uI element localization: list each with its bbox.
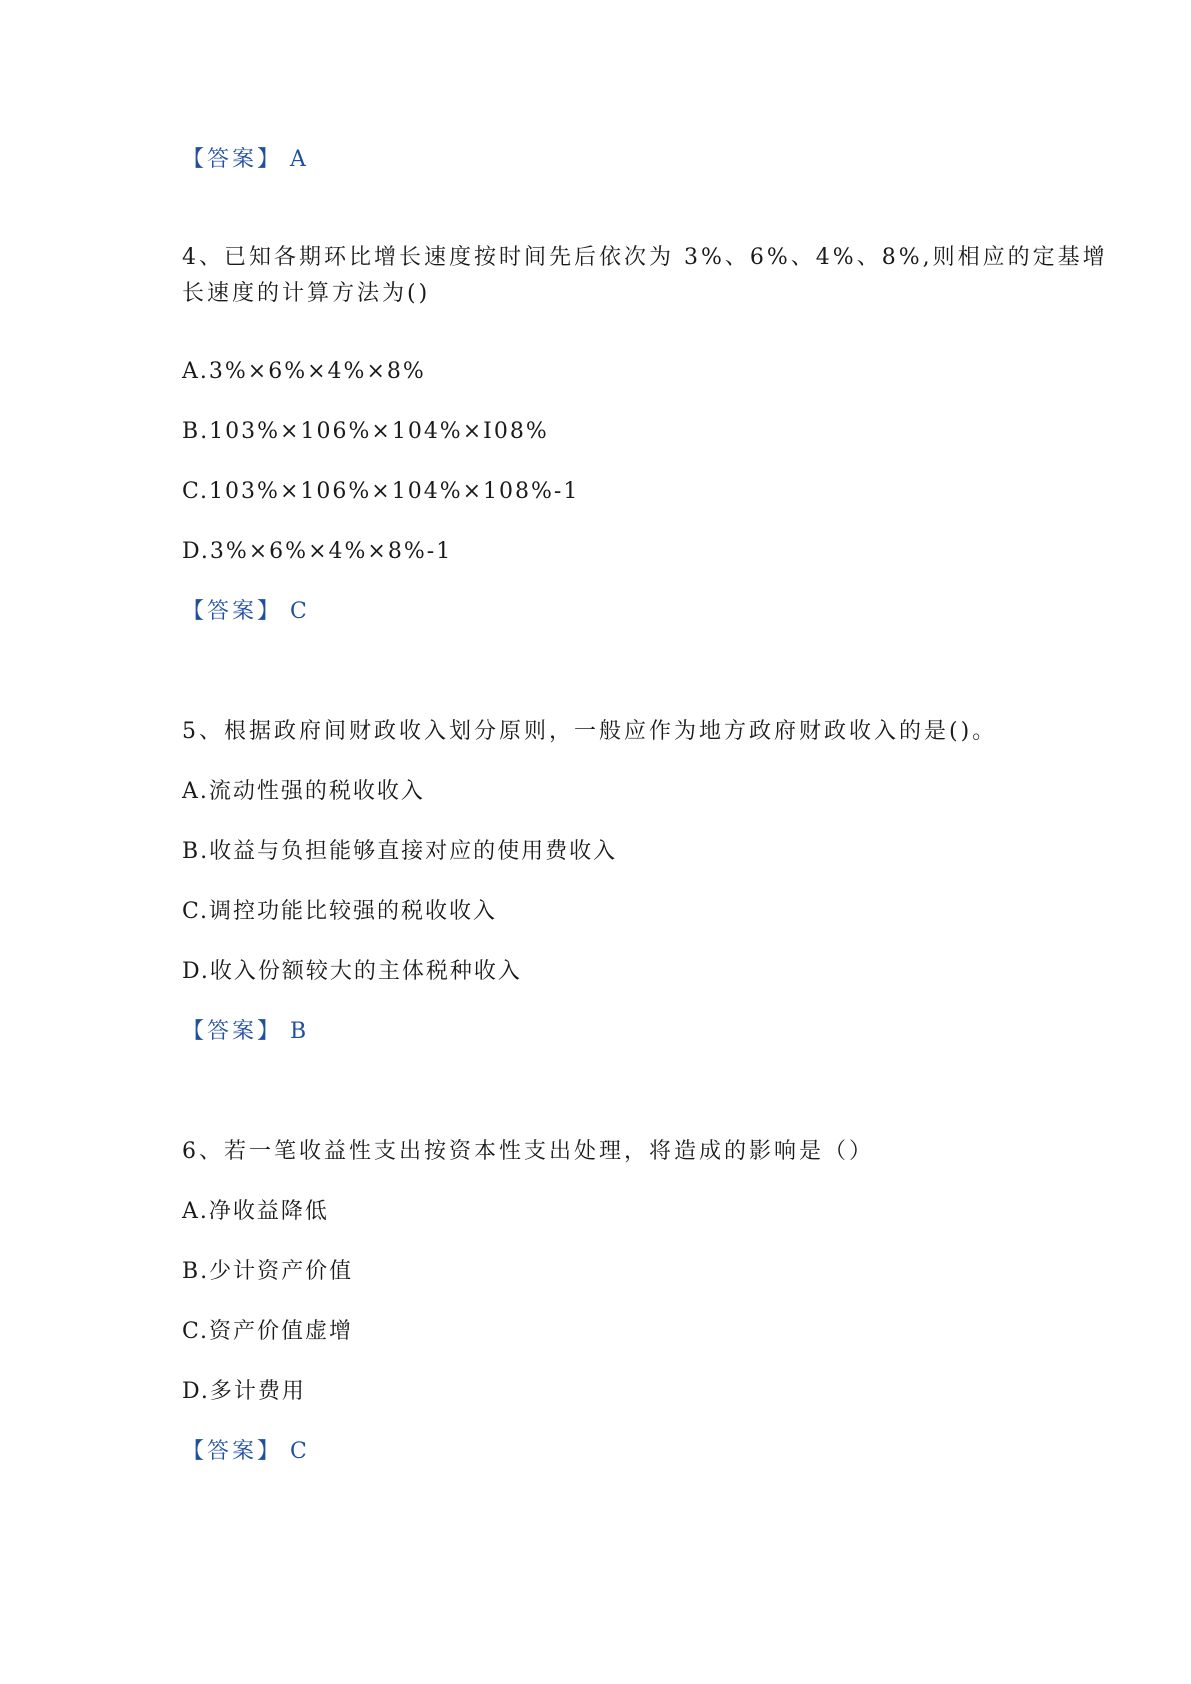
answer-line <box>182 596 307 628</box>
question-6-option-b: B.少计资产价值 <box>182 1259 354 1284</box>
question-6-option-a: A.净收益降低 <box>182 1199 329 1224</box>
question-6-option-d: D.多计费用 <box>182 1379 306 1404</box>
question-4-line-1: 4、已知各期环比增长速度按时间先后依次为 3%、6%、4%、8%,则相应的定基增 <box>182 245 1108 270</box>
answer-value: B <box>290 1019 307 1044</box>
question-5-line-1: 5、根据政府间财政收入划分原则，一般应作为地方政府财政收入的是()。 <box>182 719 998 744</box>
question-4-option-a: A.3%×6%×4%×8% <box>182 359 426 384</box>
question-6-option-c: C.资产价值虚增 <box>182 1319 354 1344</box>
question-5-option-b: B.收益与负担能够直接对应的使用费收入 <box>182 839 618 864</box>
answer-value: C <box>290 1439 307 1464</box>
answer-line <box>182 1016 306 1048</box>
answer-label: 【答案】 <box>182 147 283 172</box>
answer-label: 【答案】 <box>182 1439 283 1464</box>
answer-label: 【答案】 <box>182 599 283 624</box>
answer-line <box>182 1436 307 1468</box>
answer-line <box>182 144 306 176</box>
question-4-option-b: B.103%×106%×104%×I08% <box>182 419 549 444</box>
answer-value: C <box>290 599 307 624</box>
answer-label: 【答案】 <box>182 1019 283 1044</box>
answer-value: A <box>290 147 306 172</box>
question-6-line-1: 6、若一笔收益性支出按资本性支出处理，将造成的影响是（） <box>182 1139 874 1164</box>
question-5-option-d: D.收入份额较大的主体税种收入 <box>182 959 522 984</box>
question-5-option-c: C.调控功能比较强的税收收入 <box>182 899 498 924</box>
question-4-option-d: D.3%×6%×4%×8%-1 <box>182 539 453 564</box>
question-5-option-a: A.流动性强的税收收入 <box>182 779 425 804</box>
question-4-line-2: 长速度的计算方法为() <box>182 281 431 306</box>
question-4-option-c: C.103%×106%×104%×108%-1 <box>182 479 580 504</box>
